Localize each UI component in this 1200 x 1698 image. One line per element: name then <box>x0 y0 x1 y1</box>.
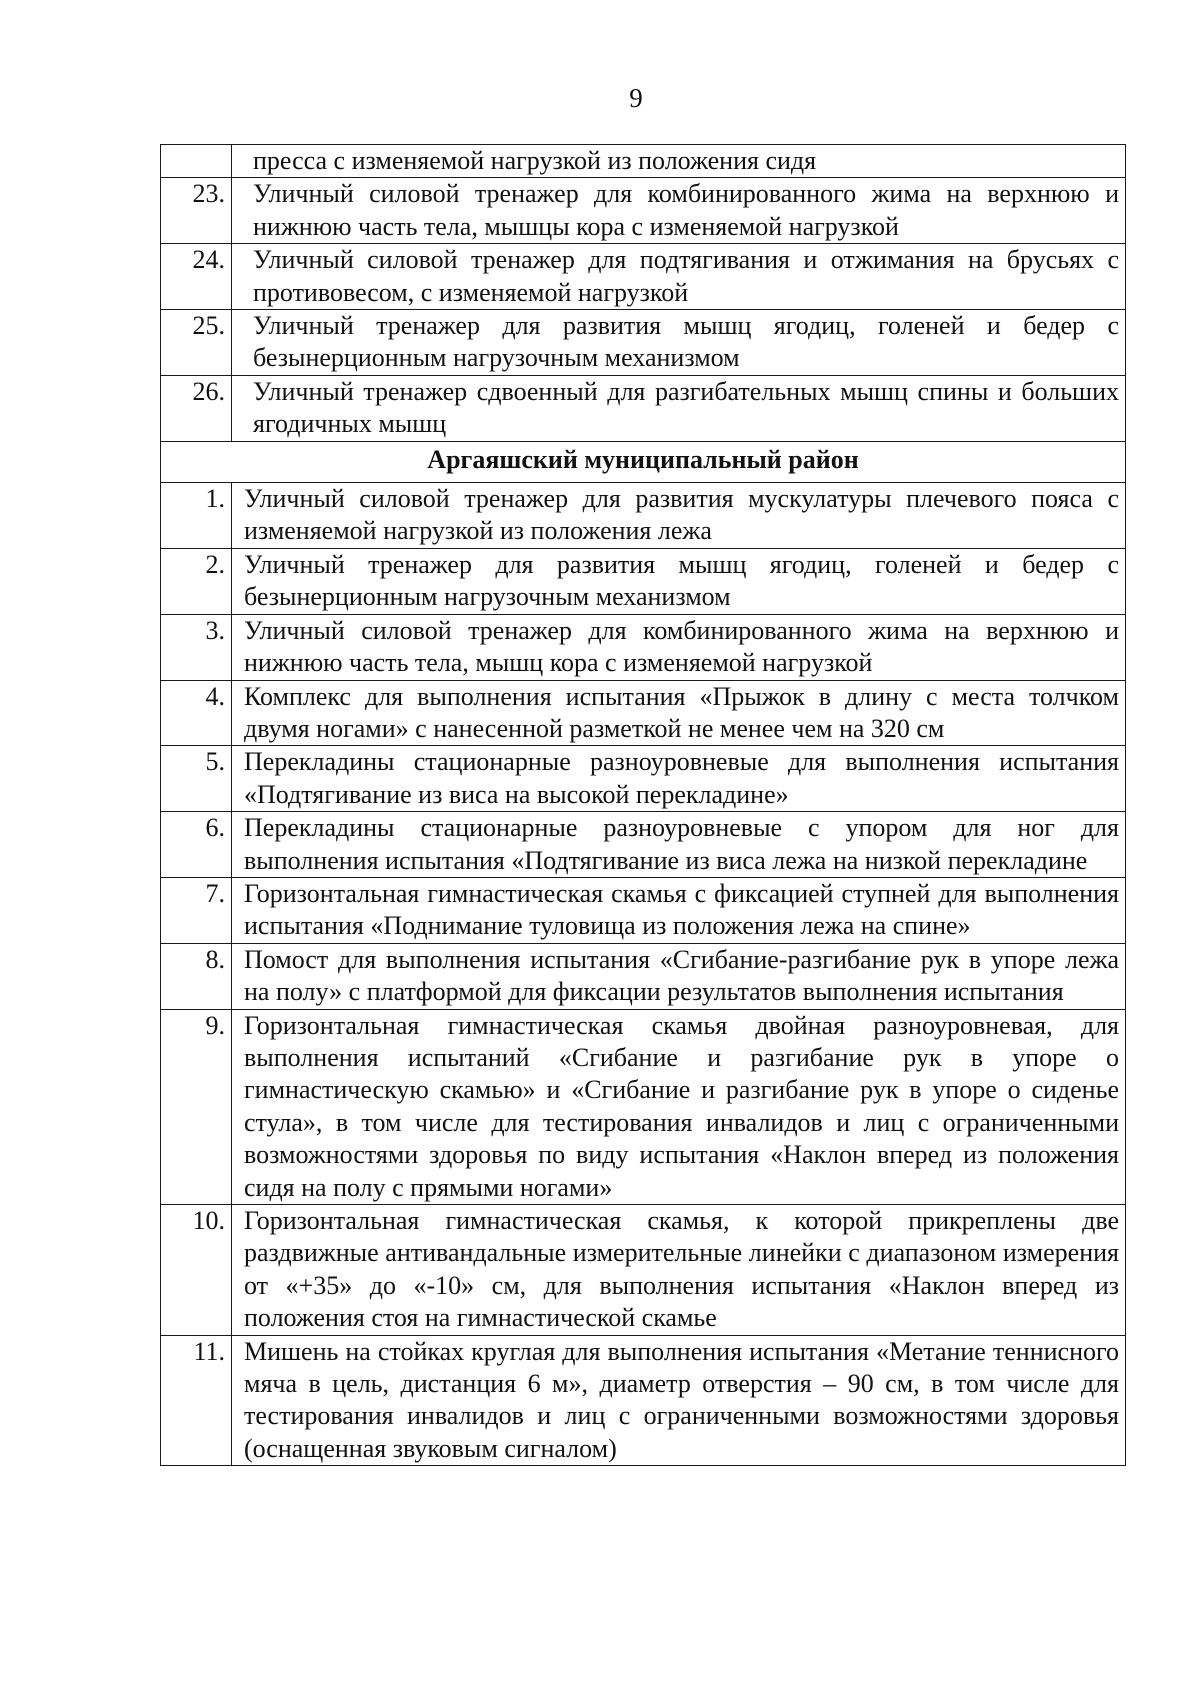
row-text: Перекладины стационарные разноуровневые с упором для ног для выполнения испытания «Подтягивание из виса лежа на низкой перекладине <box>232 812 1126 878</box>
row-number: 5. <box>161 746 232 812</box>
row-number: 8. <box>161 943 232 1009</box>
row-number: 3. <box>161 614 232 680</box>
row-number: 25. <box>161 310 232 376</box>
row-number: 6. <box>161 812 232 878</box>
row-text: Горизонтальная гимнастическая скамья, к которой прикреплены две раздвижные антивандальные измерительные линейки с диапазоном измерения от «+35» до «-10» см, для выполнения испытания «Наклон вперед из положения стоя на гимнастической скамье <box>232 1205 1126 1336</box>
row-text: Уличный тренажер сдвоенный для разгибательных мышц спины и больших ягодичных мышц <box>232 375 1126 441</box>
table-row <box>161 680 1126 746</box>
table-row <box>161 812 1126 878</box>
table-row <box>161 1205 1126 1336</box>
table-row <box>161 1009 1126 1204</box>
table-row <box>161 1335 1126 1466</box>
table-row <box>161 244 1126 310</box>
row-number: 4. <box>161 680 232 746</box>
row-number: 24. <box>161 244 232 310</box>
row-number: 2. <box>161 548 232 614</box>
row-text: Горизонтальная гимнастическая скамья с фиксацией ступней для выполнения испытания «Поднимание туловища из положения лежа на спине» <box>232 877 1126 943</box>
table-row <box>161 877 1126 943</box>
row-text: Уличный силовой тренажер для подтягивания и отжимания на брусьях с противовесом, с изменяемой нагрузкой <box>232 244 1126 310</box>
table-row <box>161 614 1126 680</box>
table-row <box>161 375 1126 441</box>
section-title: Аргаяшский муниципальный район <box>161 441 1126 482</box>
row-number: 10. <box>161 1205 232 1336</box>
table-row <box>161 310 1126 376</box>
row-text: Помост для выполнения испытания «Сгибание-разгибание рук в упоре лежа на полу» с платформой для фиксации результатов выполнения испытания <box>232 943 1126 1009</box>
row-text: Уличный тренажер для развития мышц ягодиц, голеней и бедер с безынерционным нагрузочным механизмом <box>232 548 1126 614</box>
table-row <box>161 746 1126 812</box>
row-number: 9. <box>161 1009 232 1204</box>
row-text: Уличный тренажер для развития мышц ягодиц, голеней и бедер с безынерционным нагрузочным механизмом <box>232 310 1126 376</box>
section-row <box>161 441 1126 482</box>
row-number <box>161 145 232 178</box>
equipment-table <box>160 144 1126 1466</box>
row-number: 1. <box>161 483 232 549</box>
row-text: Перекладины стационарные разноуровневые для выполнения испытания «Подтягивание из виса на высокой перекладине» <box>232 746 1126 812</box>
row-text: Уличный силовой тренажер для комбинированного жима на верхнюю и нижнюю часть тела, мышцы кора с изменяемой нагрузкой <box>232 178 1126 244</box>
row-text: пресса с изменяемой нагрузкой из положения сидя <box>232 145 1126 178</box>
row-text: Горизонтальная гимнастическая скамья двойная разноуровневая, для выполнения испытаний «Сгибание и разгибание рук в упоре о гимнастическую скамью» и «Сгибание и разгибание рук в упоре о сиденье стула», в том числе для тестирования инвалидов и лиц с ограниченными возможностями здоровья по виду испытания «Наклон вперед из положения сидя на полу с прямыми ногами» <box>232 1009 1126 1204</box>
table-row <box>161 548 1126 614</box>
page-number: 9 <box>629 83 643 113</box>
row-text: Комплекс для выполнения испытания «Прыжок в длину с места толчком двумя ногами» с нанесенной разметкой не менее чем на 320 см <box>232 680 1126 746</box>
row-number: 26. <box>161 375 232 441</box>
row-number: 23. <box>161 178 232 244</box>
row-text: Мишень на стойках круглая для выполнения испытания «Метание теннисного мяча в цель, дистанция 6 м», диаметр отверстия – 90 см, в том числе для тестирования инвалидов и лиц с ограниченными возможностями здоровья (оснащенная звуковым сигналом) <box>232 1335 1126 1466</box>
row-number: 11. <box>161 1335 232 1466</box>
row-text: Уличный силовой тренажер для развития мускулатуры плечевого пояса с изменяемой нагрузкой из положения лежа <box>232 483 1126 549</box>
row-number: 7. <box>161 877 232 943</box>
table-row <box>161 483 1126 549</box>
row-text: Уличный силовой тренажер для комбинированного жима на верхнюю и нижнюю часть тела, мышц кора с изменяемой нагрузкой <box>232 614 1126 680</box>
table-row <box>161 145 1126 178</box>
table-row <box>161 943 1126 1009</box>
table-row <box>161 178 1126 244</box>
